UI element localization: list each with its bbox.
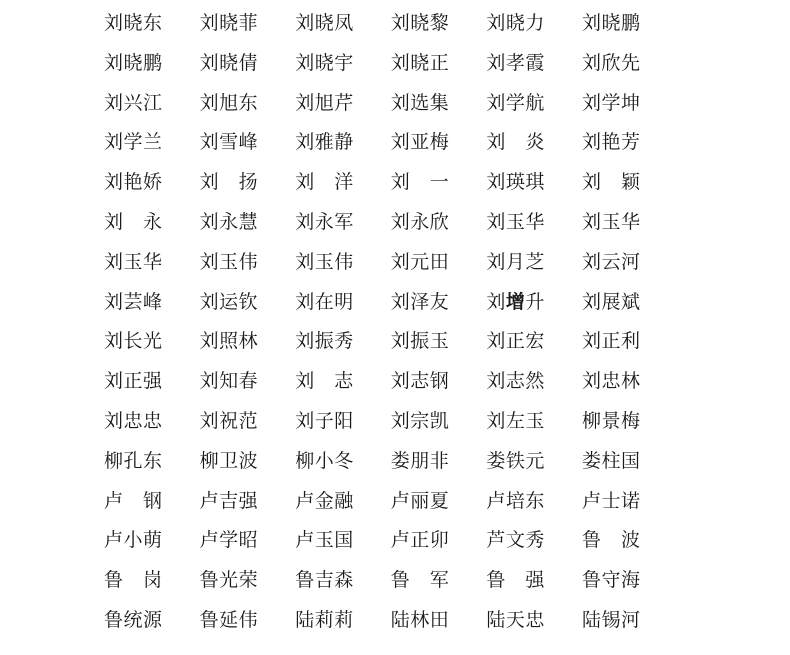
- name-cell: 卢小萌: [104, 529, 163, 552]
- name-cell: 卢士诺: [581, 489, 641, 512]
- name-cell: 刘祝范: [199, 409, 259, 432]
- name-cell: 刘孝霞: [486, 51, 545, 74]
- name-cell: 刘玉华: [104, 250, 163, 273]
- name-list-grid: [104, 4, 678, 641]
- name-cell: 陆莉莉: [295, 608, 354, 631]
- name-cell: 刘晓东: [104, 12, 163, 34]
- name-cell: 刘正利: [581, 330, 641, 353]
- name-cell: 鲁 波: [581, 529, 641, 552]
- name-cell: 刘正宏: [486, 330, 545, 353]
- name-cell: 鲁 强: [486, 569, 545, 592]
- name-cell: 鲁吉森: [295, 569, 354, 592]
- name-cell: 刘晓菲: [199, 12, 259, 34]
- name-cell: 娄铁元: [486, 449, 545, 472]
- name-cell: 刘忠忠: [104, 409, 163, 432]
- name-cell: 刘芸峰: [104, 290, 163, 313]
- name-cell: 刘亚梅: [390, 131, 450, 154]
- name-cell: 刘玉华: [581, 210, 641, 233]
- name-cell: 刘瑛琪: [486, 171, 545, 194]
- name-cell: 刘玉华: [486, 210, 545, 233]
- name-cell: 刘 一: [390, 171, 450, 194]
- name-cell: 刘知春: [199, 370, 259, 393]
- name-cell: 刘雅静: [295, 131, 354, 154]
- name-cell: 刘旭东: [199, 91, 259, 114]
- name-cell: 刘 颖: [581, 171, 641, 194]
- name-cell: 鲁守海: [581, 569, 641, 592]
- name-cell: 刘晓鹏: [581, 12, 641, 34]
- name-cell: 刘 扬: [199, 171, 259, 194]
- name-cell: 刘 炎: [486, 131, 545, 154]
- name-cell: 刘旭芹: [295, 91, 354, 114]
- name-cell: 柳景梅: [581, 409, 641, 432]
- name-cell: 刘忠林: [581, 370, 641, 393]
- name-cell: 刘志然: [486, 370, 545, 393]
- name-cell: 刘晓鹏: [104, 51, 163, 74]
- name-cell: 卢培东: [486, 489, 545, 512]
- name-cell: 刘兴江: [104, 91, 163, 114]
- name-cell: 刘永军: [295, 210, 354, 233]
- name-cell: 刘振秀: [295, 330, 354, 353]
- name-cell: 刘增升: [486, 290, 545, 313]
- name-cell: 刘雪峰: [199, 131, 259, 154]
- name-cell: 刘选集: [390, 91, 450, 114]
- name-cell: 芦文秀: [486, 529, 545, 552]
- name-cell: 鲁光荣: [199, 569, 259, 592]
- name-cell: 刘振玉: [390, 330, 450, 353]
- name-cell: 刘长光: [104, 330, 163, 353]
- name-cell: 刘展斌: [581, 290, 641, 313]
- name-cell: 刘云河: [581, 250, 641, 273]
- name-cell: 刘月芝: [486, 250, 545, 273]
- name-cell: 卢金融: [295, 489, 354, 512]
- name-cell: 刘子阳: [295, 409, 354, 432]
- name-cell: 刘元田: [390, 250, 450, 273]
- name-cell: 刘正强: [104, 370, 163, 393]
- name-cell: 卢学昭: [199, 529, 259, 552]
- name-cell: 刘志钢: [390, 370, 450, 393]
- name-cell: 刘艳芳: [581, 131, 641, 154]
- name-cell: 刘晓凤: [295, 12, 354, 34]
- name-cell: 鲁 岗: [104, 569, 163, 592]
- name-cell: 刘运钦: [199, 290, 259, 313]
- name-cell: 柳孔东: [104, 449, 163, 472]
- name-cell: 娄朋非: [390, 449, 450, 472]
- name-cell: 鲁延伟: [199, 608, 259, 631]
- name-cell: 柳小冬: [295, 449, 354, 472]
- name-cell: 刘学航: [486, 91, 545, 114]
- name-cell: 刘艳娇: [104, 171, 163, 194]
- name-cell: 卢丽夏: [390, 489, 450, 512]
- name-cell: 刘永欣: [390, 210, 450, 233]
- name-cell: 刘欣先: [581, 51, 641, 74]
- name-cell: 刘玉伟: [199, 250, 259, 273]
- name-cell: 刘宗凯: [390, 409, 450, 432]
- name-cell: 陆林田: [390, 608, 450, 631]
- name-cell: 卢玉国: [295, 529, 354, 552]
- name-cell: 柳卫波: [199, 449, 259, 472]
- name-cell: 刘晓黎: [390, 12, 450, 34]
- name-cell: 鲁 军: [390, 569, 450, 592]
- name-cell: 刘永慧: [199, 210, 259, 233]
- name-cell: 卢正卯: [390, 529, 450, 552]
- name-cell: 刘晓力: [486, 12, 545, 34]
- name-cell: 刘晓倩: [199, 51, 259, 74]
- name-cell: 鲁统源: [104, 608, 163, 631]
- name-cell: 陆天忠: [486, 608, 545, 631]
- name-cell: 刘晓正: [390, 51, 450, 74]
- name-cell: 刘左玉: [486, 409, 545, 432]
- name-cell: 刘 永: [104, 210, 163, 233]
- name-cell: 刘照林: [199, 330, 259, 353]
- name-cell: 刘玉伟: [295, 250, 354, 273]
- name-cell: 卢 钢: [104, 489, 163, 512]
- name-cell: 卢吉强: [199, 489, 259, 512]
- name-cell: 刘学坤: [581, 91, 641, 114]
- name-cell: 刘在明: [295, 290, 354, 313]
- name-cell: 刘泽友: [390, 290, 450, 313]
- name-cell: 刘 志: [295, 370, 354, 393]
- name-cell: 娄柱国: [581, 449, 641, 472]
- name-cell: 陆锡河: [581, 608, 641, 631]
- name-cell: 刘晓宇: [295, 51, 354, 74]
- name-cell: 刘 洋: [295, 171, 354, 194]
- name-cell: 刘学兰: [104, 131, 163, 154]
